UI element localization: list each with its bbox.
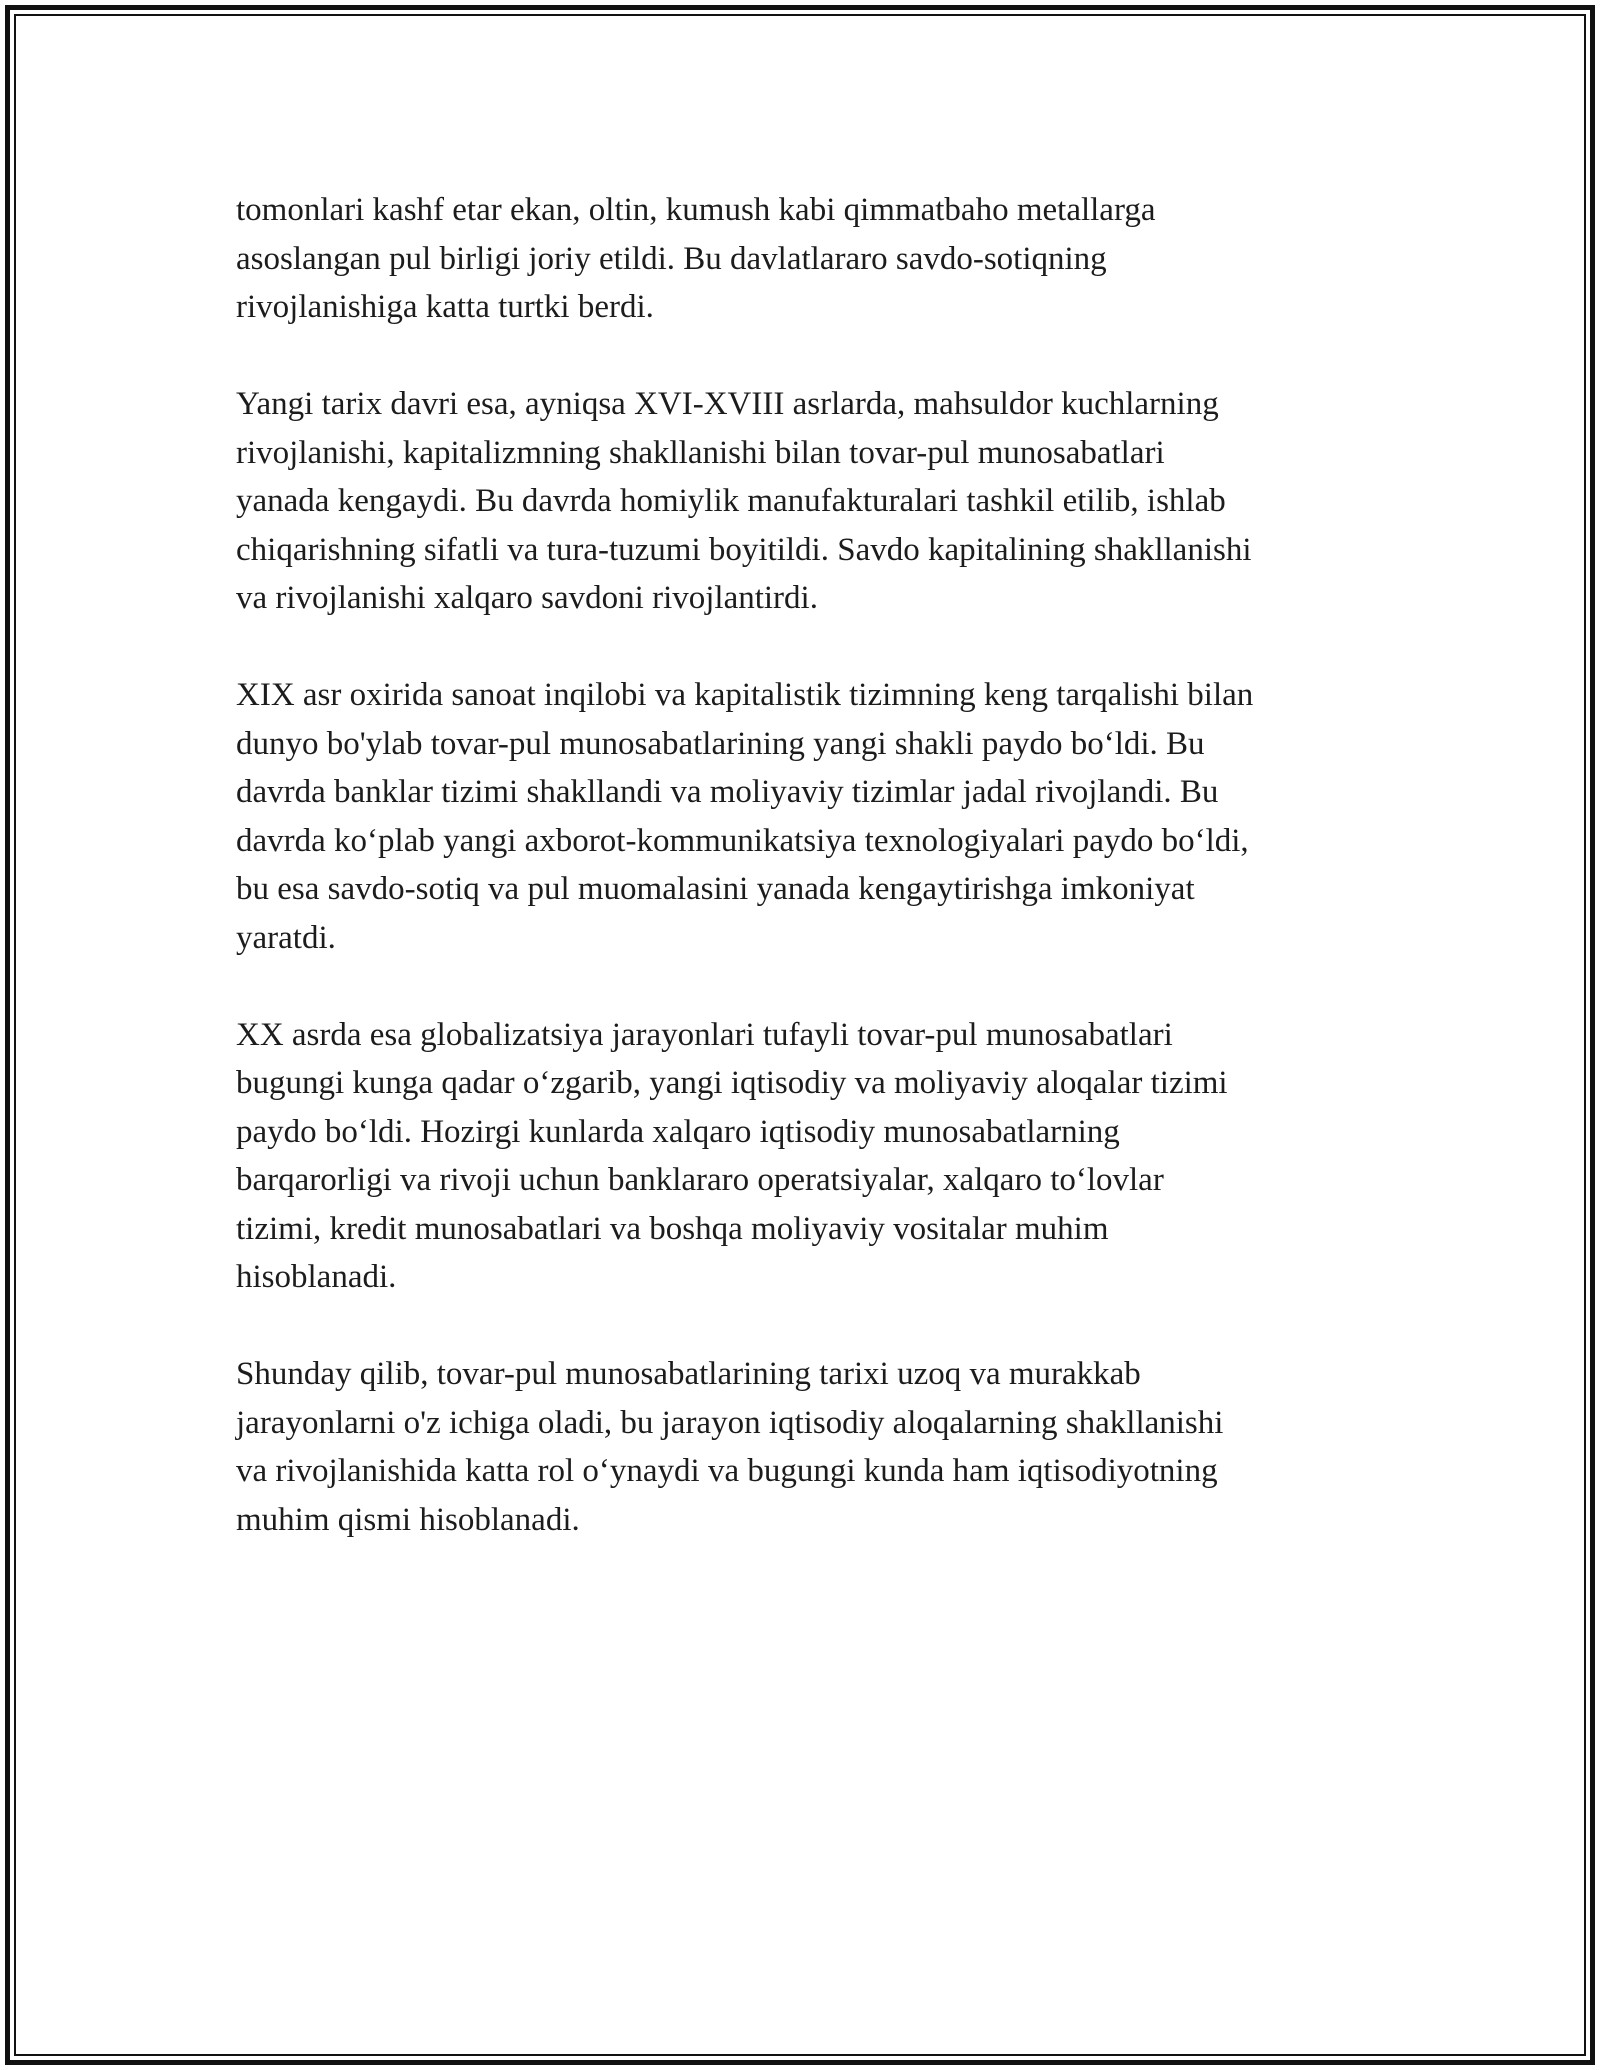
text-line: dunyo bo'ylab tovar-pul munosabatlarining yangi shakli paydo bo‘ldi. Bu: [236, 725, 1205, 762]
text-line: tomonlari kashf etar ekan, oltin, kumush kabi qimmatbaho metallarga: [236, 192, 1156, 228]
paragraph: [236, 186, 1386, 332]
text-line: barqarorligi va rivoji uchun banklararo operatsiyalar, xalqaro to‘lovlar: [236, 1162, 1164, 1198]
text-line: muhim qismi hisoblanadi.: [236, 1501, 580, 1538]
text-line: va rivojlanishi xalqaro savdoni rivojlantirdi.: [236, 580, 818, 616]
text-line: Shunday qilib, tovar-pul munosabatlarining tarixi uzoq va murakkab: [236, 1356, 1141, 1392]
text-line: rivojlanishi, kapitalizmning shakllanishi bilan tovar-pul munosabatlari: [236, 434, 1165, 471]
document-body: [236, 186, 1386, 1593]
paragraph: [236, 1350, 1386, 1544]
text-line: chiqarishning sifatli va tura-tuzumi boyitildi. Savdo kapitalining shakllanishi: [236, 531, 1252, 568]
text-line: davrda banklar tizimi shakllandi va moliyaviy tizimlar jadal rivojlandi. Bu: [236, 774, 1219, 810]
text-line: jarayonlarni o'z ichiga oladi, bu jarayon iqtisodiy aloqalarning shakllanishi: [236, 1404, 1224, 1441]
text-line: davrda ko‘plab yangi axborot-kommunikatsiya texnologiyalari paydo bo‘ldi,: [236, 822, 1249, 859]
text-line: paydo bo‘ldi. Hozirgi kunlarda xalqaro iqtisodiy munosabatlarning: [236, 1113, 1120, 1150]
paragraph: [236, 671, 1386, 962]
text-line: yaratdi.: [236, 919, 336, 956]
paragraph: [236, 1011, 1386, 1302]
text-line: Yangi tarix davri esa, ayniqsa XVI-XVIII asrlarda, mahsuldor kuchlarning: [236, 386, 1219, 422]
text-line: rivojlanishiga katta turtki berdi.: [236, 289, 654, 325]
text-line: bugungi kunga qadar o‘zgarib, yangi iqtisodiy va moliyaviy aloqalar tizimi: [236, 1065, 1228, 1101]
text-line: yanada kengaydi. Bu davrda homiylik manufakturalari tashkil etilib, ishlab: [236, 483, 1226, 519]
text-line: XX asrda esa globalizatsiya jarayonlari tufayli tovar-pul munosabatlari: [236, 1016, 1173, 1053]
text-line: bu esa savdo-sotiq va pul muomalasini yanada kengaytirishga imkoniyat: [236, 871, 1195, 907]
text-line: tizimi, kredit munosabatlari va boshqa moliyaviy vositalar muhim: [236, 1210, 1109, 1247]
text-line: hisoblanadi.: [236, 1259, 397, 1295]
text-line: XIX asr oxirida sanoat inqilobi va kapitalistik tizimning keng tarqalishi bilan: [236, 677, 1254, 713]
paragraph: [236, 380, 1386, 623]
text-line: asoslangan pul birligi joriy etildi. Bu davlatlararo savdo-sotiqning: [236, 240, 1107, 277]
text-line: va rivojlanishida katta rol o‘ynaydi va bugungi kunda ham iqtisodiyotning: [236, 1453, 1218, 1489]
